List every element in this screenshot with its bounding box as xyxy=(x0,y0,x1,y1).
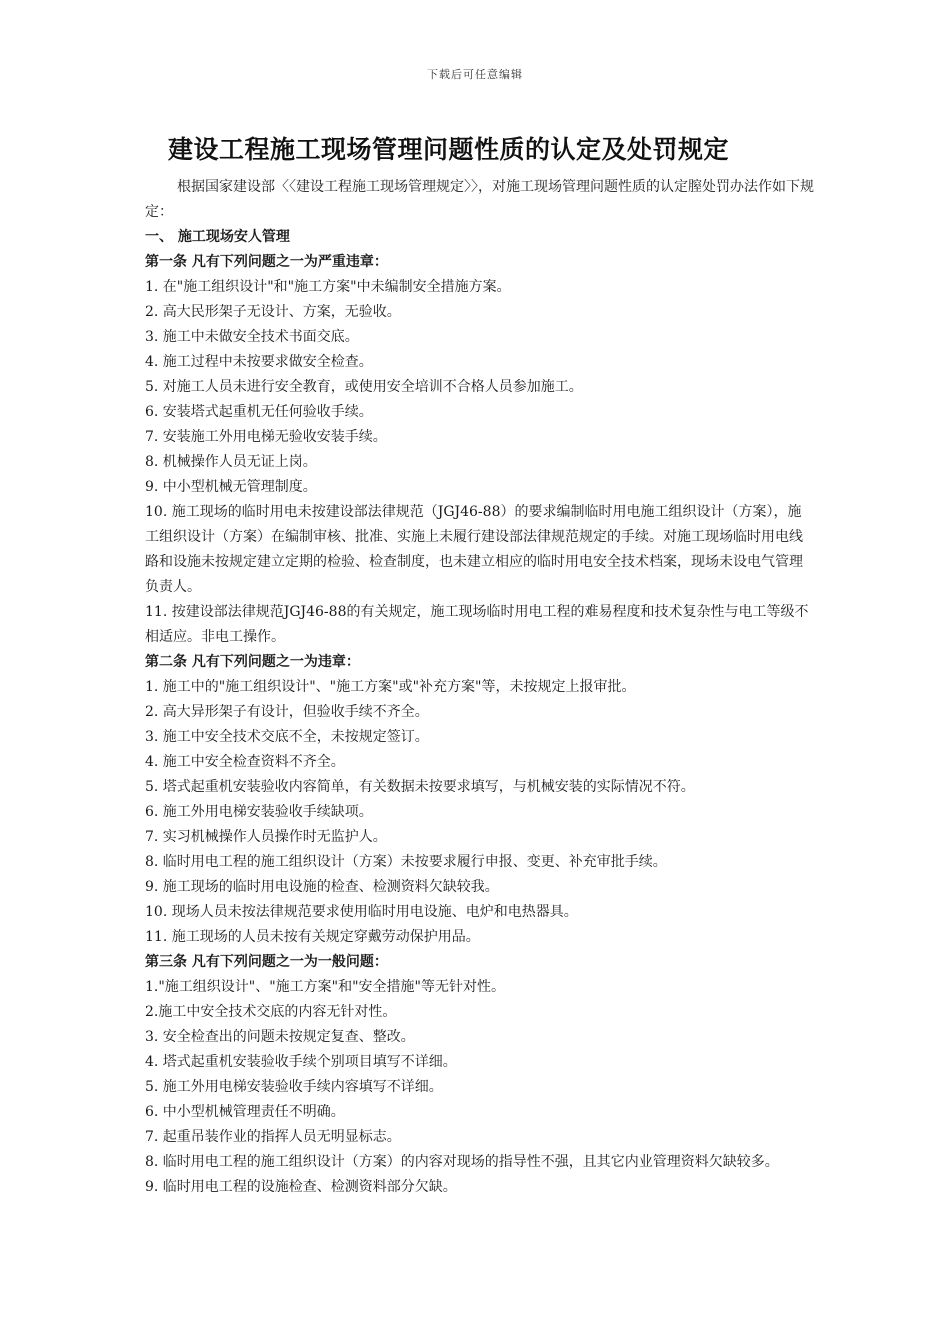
article-1-list xyxy=(145,275,815,650)
header-note: 下载后可任意编辑 xyxy=(427,68,523,81)
list-item: 4. 塔式起重机安装验收手续个别项目填写不详细。 xyxy=(145,1054,457,1070)
list-item: 1."施工组织设计"、"施工方案"和"安全措施"等无针对性。 xyxy=(145,979,505,995)
list-item: 4. 施工过程中未按要求做安全检查。 xyxy=(145,354,373,370)
list-item: 8. 机械操作人员无证上岗。 xyxy=(145,454,317,470)
list-item: 9. 施工现场的临时用电设施的检查、检测资料欠缺较我。 xyxy=(145,879,499,895)
list-item: 4. 施工中安全检查资料不齐全。 xyxy=(145,754,345,770)
list-item: 11. 施工现场的人员未按有关规定穿戴劳动保护用品。 xyxy=(145,929,480,945)
list-item: 7. 实习机械操作人员操作时无监护人。 xyxy=(145,829,387,845)
list-item: 6. 中小型机械管理责任不明确。 xyxy=(145,1104,345,1120)
list-item: 8. 临时用电工程的施工组织设计（方案）的内容对现场的指导性不强，且其它内业管理资料欠缺较多。 xyxy=(145,1154,779,1170)
list-item: 10. 现场人员未按法律规范要求使用临时用电设施、电炉和电热器具。 xyxy=(145,904,578,920)
list-item: 7. 起重吊装作业的指挥人员无明显标志。 xyxy=(145,1129,401,1145)
list-item: 5. 对施工人员未进行安全教育，或使用安全培训不合格人员参加施工。 xyxy=(145,379,583,395)
article-1-heading: 第一条 凡有下列问题之一为严重违章： xyxy=(145,254,388,270)
list-item: 10. 施工现场的临时用电未按建设部法律规范（JGJ46-88）的要求编制临时用电施工组织设计（方案），施工组织设计（方案）在编制审核、批准、实施上未履行建设部法律规范规定的手续。对施工现场临时用电线路和设施未按规定建立定期的检验、检查制度，也未建立相应的临时用电安全技术档案，现场未设电气管理负责人。 xyxy=(145,504,803,595)
list-item: 11. 按建设部法律规范JGJ46-88的有关规定，施工现场临时用电工程的难易程度和技术复杂性与电工等级不相适应。非电工操作。 xyxy=(145,604,809,645)
list-item: 1. 在"施工组织设计"和"施工方案"中未编制安全措施方案。 xyxy=(145,279,511,295)
article-3-heading: 第三条 凡有下列问题之一为一般问题： xyxy=(145,954,388,970)
list-item: 2.施工中安全技术交底的内容无针对性。 xyxy=(145,1004,397,1020)
article-3-list xyxy=(145,975,815,1200)
list-item: 9. 临时用电工程的设施检查、检测资料部分欠缺。 xyxy=(145,1179,457,1195)
article-2-list xyxy=(145,675,815,950)
list-item: 3. 施工中未做安全技术书面交底。 xyxy=(145,329,359,345)
list-item: 8. 临时用电工程的施工组织设计（方案）未按要求履行申报、变更、补充审批手续。 xyxy=(145,854,667,870)
list-item: 3. 施工中安全技术交底不全，未按规定签订。 xyxy=(145,729,429,745)
list-item: 2. 高大民形架子无设计、方案，无验收。 xyxy=(145,304,401,320)
list-item: 5. 塔式起重机安装验收内容简单，有关数据未按要求填写，与机械安装的实际情况不符。 xyxy=(145,779,695,795)
document-body xyxy=(145,175,815,1200)
intro-paragraph: 根据国家建设部〈〈建设工程施工现场管理规定〉〉，对施工现场管理问题性质的认定膣处罚办法作如下规定： xyxy=(145,179,814,220)
list-item: 1. 施工中的"施工组织设计"、"施工方案"或"补充方案"等，未按规定上报审批。 xyxy=(145,679,636,695)
list-item: 6. 施工外用电梯安装验收手续缺项。 xyxy=(145,804,373,820)
list-item: 3. 安全检查出的问题未按规定复查、整改。 xyxy=(145,1029,415,1045)
document-title: 建设工程施工现场管理问题性质的认定及处罚规定 xyxy=(168,135,730,164)
list-item: 6. 安装塔式起重机无任何验收手续。 xyxy=(145,404,373,420)
list-item: 2. 高大异形架子有设计，但验收手续不齐全。 xyxy=(145,704,429,720)
list-item: 9. 中小型机械无管理制度。 xyxy=(145,479,317,495)
list-item: 7. 安装施工外用电梯无验收安装手续。 xyxy=(145,429,387,445)
article-2-heading: 第二条 凡有下列问题之一为违章： xyxy=(145,654,360,670)
section-heading: 一、 施工现场安人管理 xyxy=(145,229,290,245)
list-item: 5. 施工外用电梯安装验收手续内容填写不详细。 xyxy=(145,1079,443,1095)
